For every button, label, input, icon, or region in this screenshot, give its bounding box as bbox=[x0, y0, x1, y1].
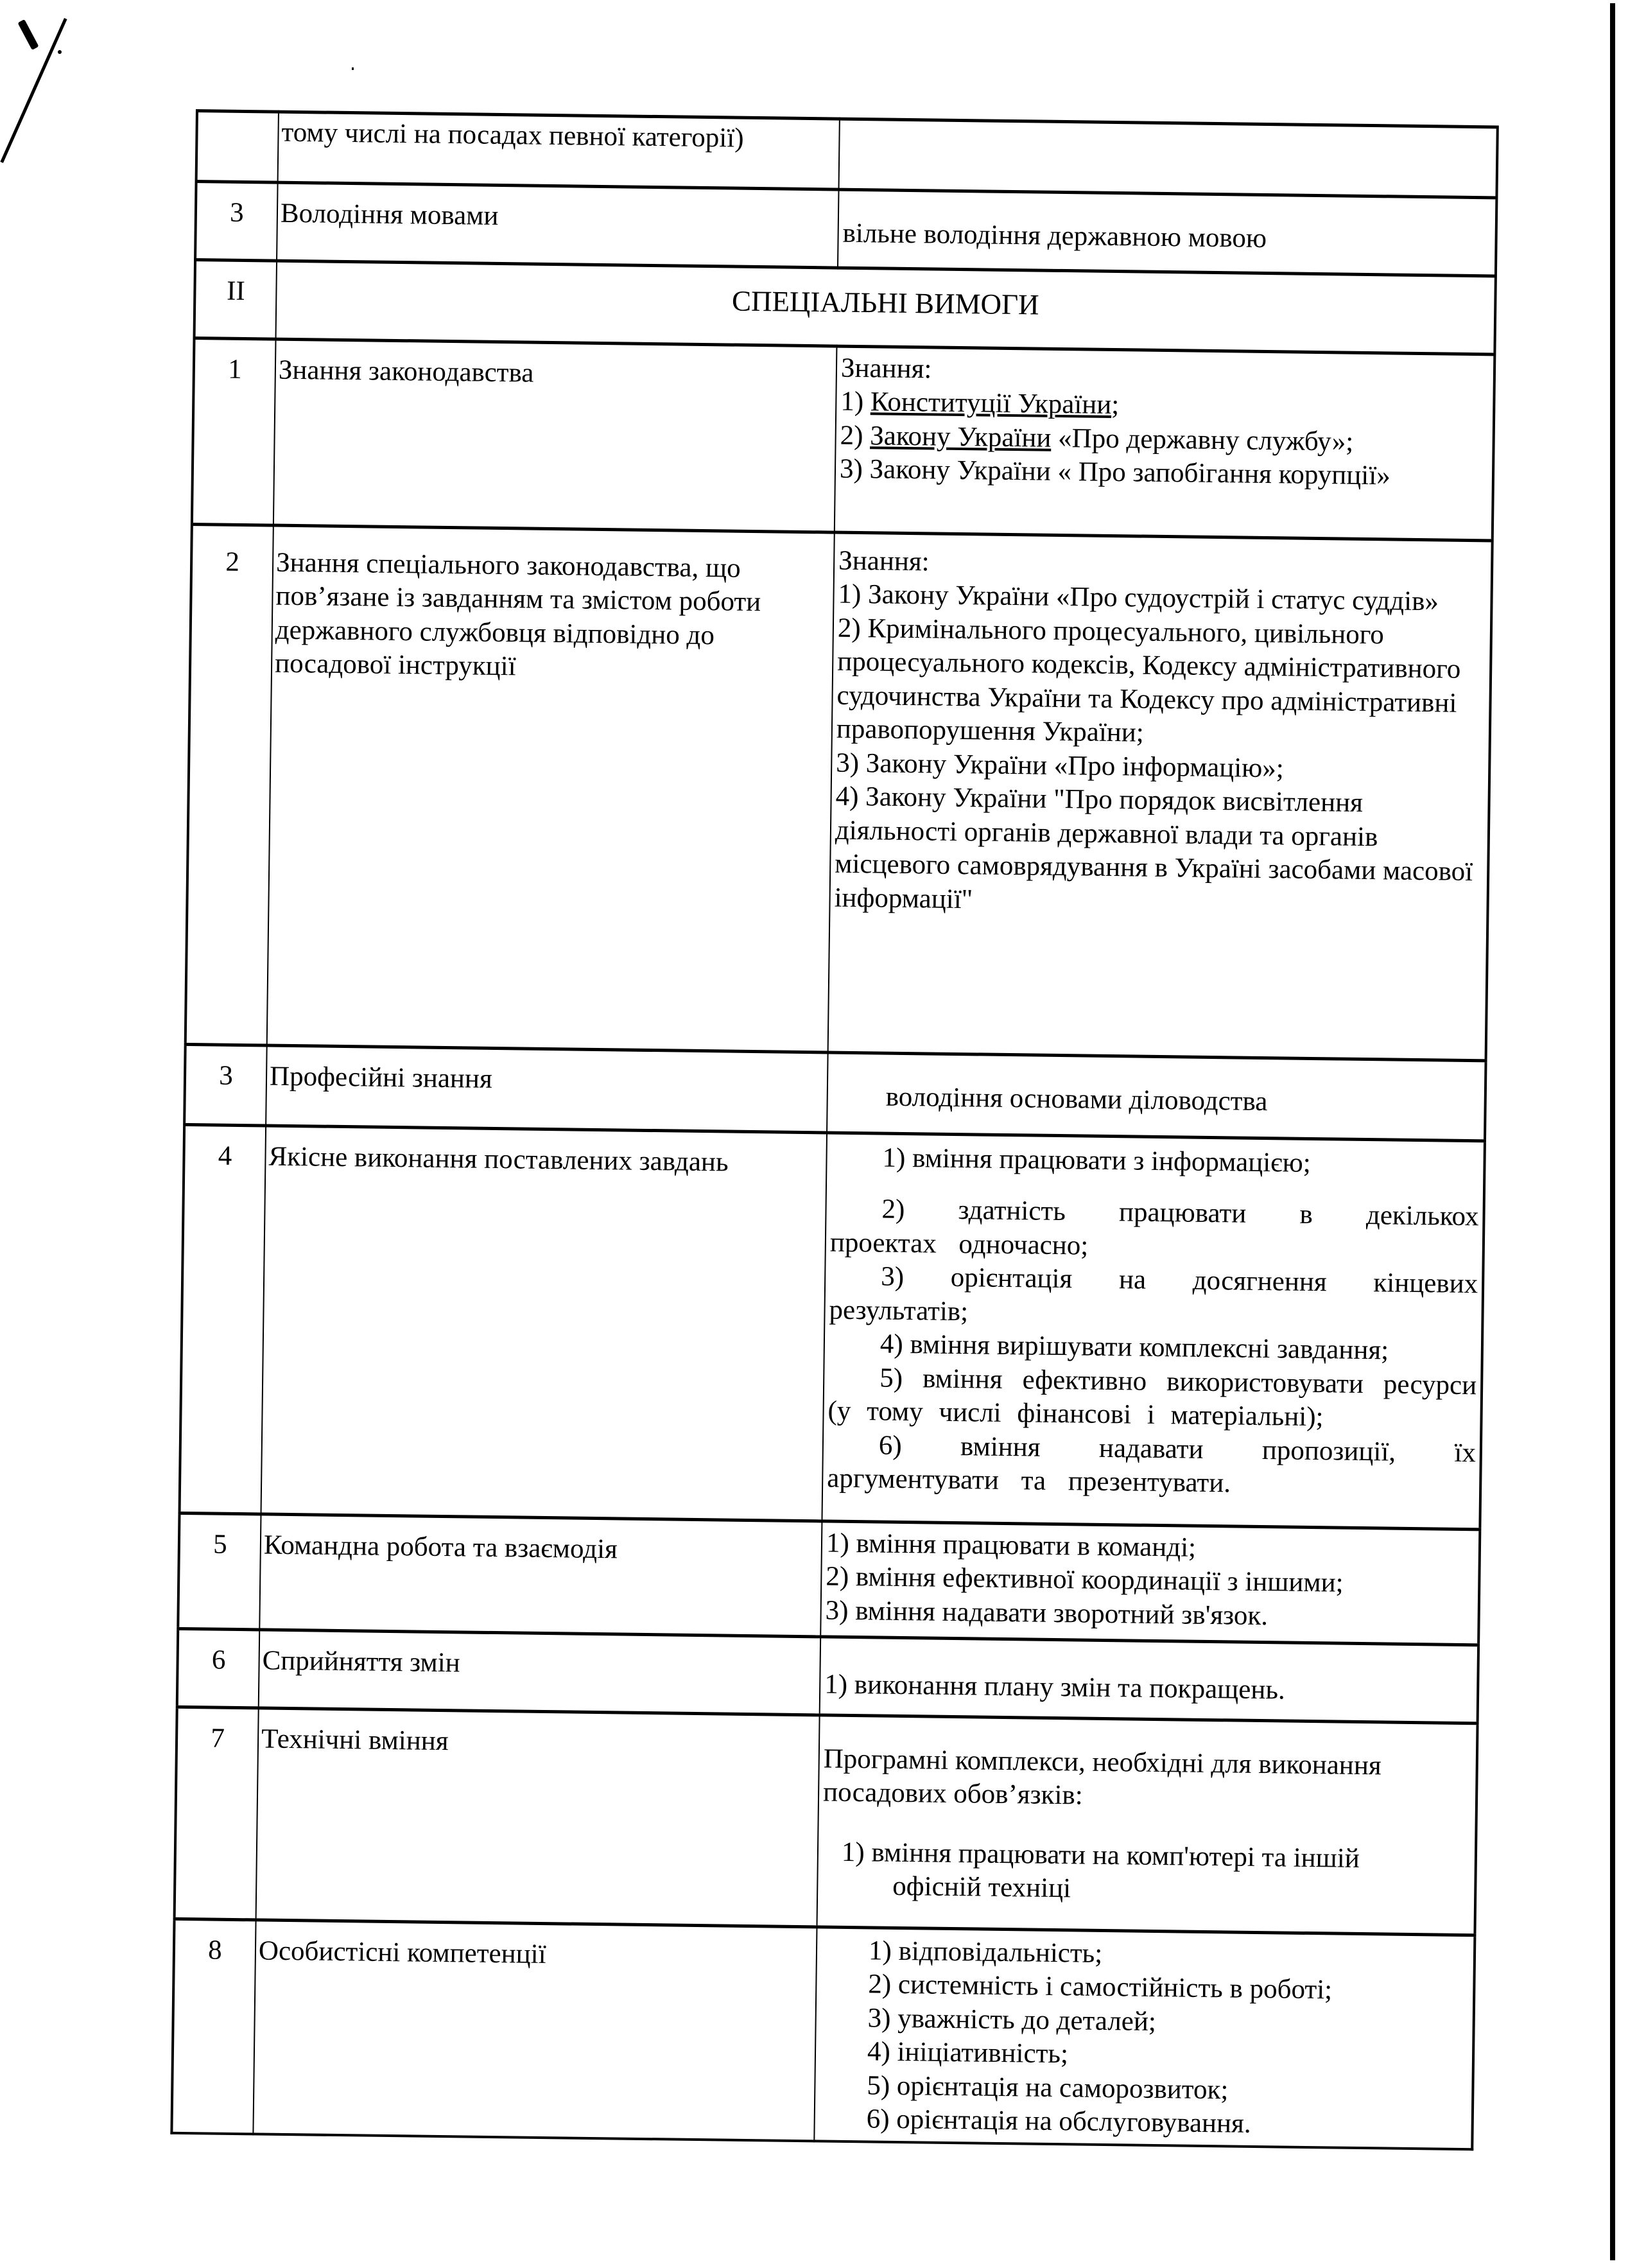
row-number: 8 bbox=[171, 1919, 256, 2134]
table-row bbox=[180, 1124, 1485, 1529]
row-number: 5 bbox=[178, 1513, 261, 1630]
requirement-name: Володіння мовами bbox=[277, 182, 838, 268]
item-text: «Про державну службу»; bbox=[1051, 423, 1354, 457]
scan-artifact-mark bbox=[17, 19, 39, 50]
section-heading: СПЕЦІАЛЬНІ ВИМОГИ bbox=[276, 261, 1496, 354]
requirement-name: Якісне виконання поставлених завдань bbox=[261, 1126, 827, 1521]
requirement-value bbox=[814, 1927, 1475, 2149]
item-text: ; bbox=[1111, 390, 1120, 421]
item-prefix: 1) bbox=[840, 387, 871, 417]
requirement-value bbox=[822, 1133, 1485, 1530]
row-number: 3 bbox=[184, 1044, 267, 1126]
row-number: 3 bbox=[195, 182, 278, 261]
table-row bbox=[186, 524, 1493, 1060]
requirement-value bbox=[820, 1521, 1480, 1645]
law-link[interactable]: Конституції України bbox=[870, 387, 1112, 421]
requirement-name: Особистісні компетенції bbox=[253, 1920, 817, 2141]
requirement-value: вільне володіння державною мовою bbox=[838, 189, 1496, 276]
requirement-name: Знання законодавства bbox=[273, 339, 837, 532]
requirement-value bbox=[817, 1715, 1478, 1935]
list-item: 5) орієнтація на саморозвиток; bbox=[867, 2070, 1229, 2106]
item-prefix: 3) bbox=[839, 454, 870, 485]
item-text: Закону України « Про запобігання корупції» bbox=[869, 454, 1391, 491]
table-row bbox=[171, 1919, 1475, 2149]
law-link[interactable]: Закону України bbox=[869, 421, 1052, 453]
list-item: 4) Закону України "Про порядок висвітлення діяльності органів державної влади та органів місцевого самоврядування в Україні засобами масової інформації" bbox=[834, 781, 1473, 914]
requirement-name: Професійні знання bbox=[266, 1045, 828, 1133]
table-row bbox=[192, 338, 1494, 540]
section-number: II bbox=[195, 260, 277, 340]
scan-page-edge bbox=[1610, 3, 1615, 2260]
list-item: 3) уважність до деталей; bbox=[867, 2003, 1157, 2037]
list-item: 6) орієнтація на обслуговування. bbox=[866, 2104, 1251, 2140]
requirement-value bbox=[835, 346, 1495, 541]
row-number: 2 bbox=[186, 524, 273, 1045]
list-item: 2) Кримінального процесуального, цивільного процесуального кодексів, Кодексу адміністративного судочинства України та Кодексу про адміністративні правопорушення України; bbox=[836, 613, 1461, 748]
list-item: 1) вміння працювати в команді; bbox=[826, 1528, 1197, 1563]
requirement-name: Сприйняття змін bbox=[259, 1630, 820, 1715]
list-item: 3) Закону України «Про інформацію»; bbox=[835, 747, 1285, 784]
list-item: 1) виконання плану змін та покращень. bbox=[824, 1669, 1286, 1705]
requirement-value bbox=[839, 119, 1498, 198]
row-number: 6 bbox=[177, 1628, 260, 1708]
item-prefix: 2) bbox=[840, 420, 870, 451]
requirement-name: тому числі на посадах певної категорії) bbox=[278, 112, 840, 189]
table-row bbox=[178, 1513, 1480, 1644]
table-row bbox=[175, 1707, 1478, 1935]
list-item: 2) системність і самостійність в роботі; bbox=[868, 1969, 1333, 2005]
intro-text: Програмні комплекси, необхідні для виконання посадових обов’язків: bbox=[822, 1743, 1381, 1811]
list-item: 5) вміння ефективно використовувати ресурси (у тому числі фінансові і матеріальні); bbox=[827, 1363, 1477, 1433]
requirement-name: Технічні вміння bbox=[256, 1708, 820, 1927]
scan-artifact-speck bbox=[352, 67, 354, 70]
requirement-value bbox=[820, 1637, 1478, 1723]
list-item: 2) здатність працювати в декількох проектах одночасно; bbox=[829, 1194, 1479, 1261]
list-item: 1) вміння працювати на комп'ютері та іншій офісній техніці bbox=[841, 1836, 1360, 1904]
list-item: 6) вміння надавати пропозиції, їх аргументувати та презентувати. bbox=[826, 1430, 1477, 1499]
list-item: 4) вміння вирішувати комплексні завдання; bbox=[879, 1329, 1389, 1366]
requirement-name: Командна робота та взаємодія bbox=[259, 1514, 822, 1637]
list-item: 4) ініціативність; bbox=[867, 2036, 1069, 2070]
row-number: 4 bbox=[180, 1124, 266, 1514]
requirements-table bbox=[170, 109, 1498, 2150]
requirement-value bbox=[828, 532, 1493, 1061]
list-item: 3) орієнтація на досягнення кінцевих результатів; bbox=[829, 1261, 1478, 1327]
scan-artifact-dot bbox=[58, 50, 62, 54]
row-number bbox=[196, 111, 279, 183]
row-number: 1 bbox=[192, 338, 276, 525]
intro-text: Знання: bbox=[840, 353, 932, 385]
requirement-value: володіння основами діловодства bbox=[827, 1052, 1485, 1141]
requirement-name: Знання спеціального законодавства, що пов’язане із завданням та змістом роботи державного службовця відповідно до посадової інструкції bbox=[267, 525, 835, 1052]
list-item: 1) Закону України «Про судоустрій і статус суддів» bbox=[838, 579, 1439, 617]
list-item: 1) вміння працювати з інформацією; bbox=[882, 1142, 1312, 1178]
row-number: 7 bbox=[175, 1707, 259, 1920]
list-item: 3) вміння надавати зворотний зв'язок. bbox=[825, 1595, 1269, 1632]
list-item: 2) вміння ефективної координації з іншими; bbox=[826, 1561, 1344, 1599]
intro-text: Знання: bbox=[838, 545, 930, 577]
list-item: 1) відповідальність; bbox=[868, 1935, 1103, 1969]
